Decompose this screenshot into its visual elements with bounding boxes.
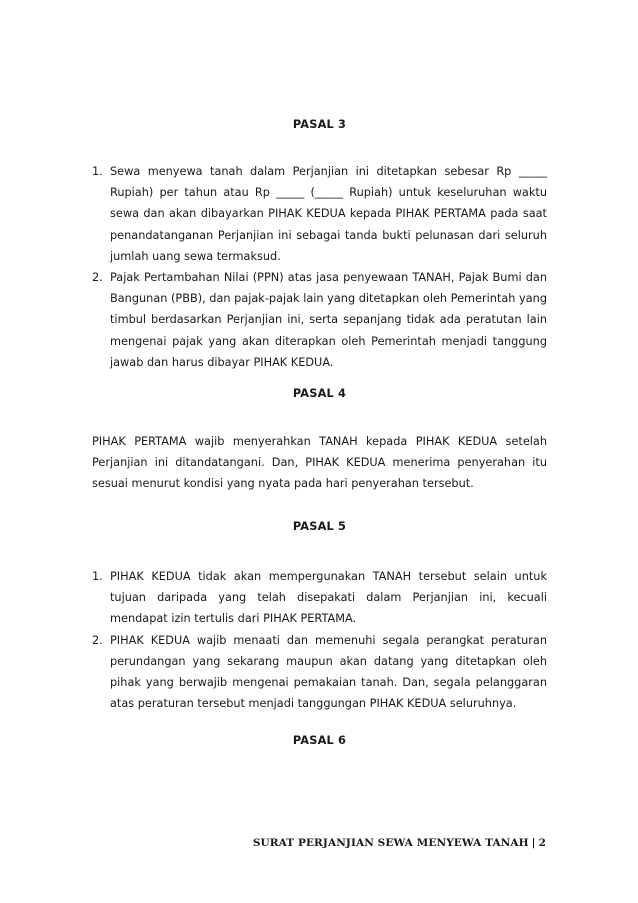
pasal-4-heading: PASAL 4 <box>292 387 347 400</box>
pasal-5-item-1 <box>92 566 547 630</box>
pasal-5-list <box>92 566 547 714</box>
page-footer <box>253 836 546 850</box>
footer-title: SURAT PERJANJIAN SEWA MENYEWA TANAH <box>252 837 529 849</box>
list-item-text: Pajak Pertambahan Nilai (PPN) atas jasa penyewaan TANAH, Pajak Bumi dan Bangunan (PBB), dan pajak-pajak lain yang ditetapkan oleh Pemerintah yang timbul berdasarkan Perjanjian ini, serta sepanjang tidak ada peratutan lain mengenai pajak yang akan diterapkan oleh Pemerintah menjadi tanggung jawab dan harus dibayar PIHAK KEDUA. <box>110 271 547 369</box>
list-item-text: PIHAK KEDUA wajib menaati dan memenuhi segala perangkat peraturan perundangan yang sekarang maupun akan datang yang ditetapkan oleh pihak yang berwajib mengenai pemakaian tanah. Dan, segala pelanggaran atas peraturan tersebut menjadi tanggungan PIHAK KEDUA seluruhnya. <box>110 633 547 711</box>
pasal-3-heading: PASAL 3 <box>292 118 347 131</box>
list-number: 2. <box>92 271 103 285</box>
list-number: 2. <box>92 633 103 647</box>
list-number: 1. <box>92 570 103 583</box>
pasal-3-list <box>92 161 547 373</box>
pasal-5-heading: PASAL 5 <box>292 520 347 533</box>
list-item-text: PIHAK KEDUA tidak akan mempergunakan TANAH tersebut selain untuk tujuan daripada yang telah disepakati dalam Perjanjian ini, kecuali mendapat izin tertulis dari PIHAK PERTAMA. <box>110 570 547 626</box>
list-item-text: Sewa menyewa tanah dalam Perjanjian ini ditetapkan sebesar Rp _____ Rupiah) per tahun atau Rp _____ (_____ Rupiah) untuk keseluruhan waktu sewa dan akan dibayarkan PIHAK KEDUA kepada PIHAK PERTAMA pada saat penandatanganan Perjanjian ini sebagai tanda bukti pelunasan dari seluruh jumlah uang sewa termaksud. <box>110 165 547 263</box>
footer-page-number: 2 <box>538 837 546 849</box>
pasal-5-item-2 <box>92 630 547 715</box>
pasal-4-paragraph: PIHAK PERTAMA wajib menyerahkan TANAH kepada PIHAK KEDUA setelah Perjanjian ini ditandatangani. Dan, PIHAK KEDUA menerima penyerahan itu sesuai menurut kondisi yang nyata pada hari penyerahan tersebut. <box>92 435 547 491</box>
list-number: 1. <box>92 165 103 178</box>
pasal-3-item-2 <box>92 267 547 373</box>
pasal-3-item-1 <box>92 161 547 267</box>
footer-separator: | <box>531 837 536 849</box>
pasal-6-heading: PASAL 6 <box>292 734 347 747</box>
